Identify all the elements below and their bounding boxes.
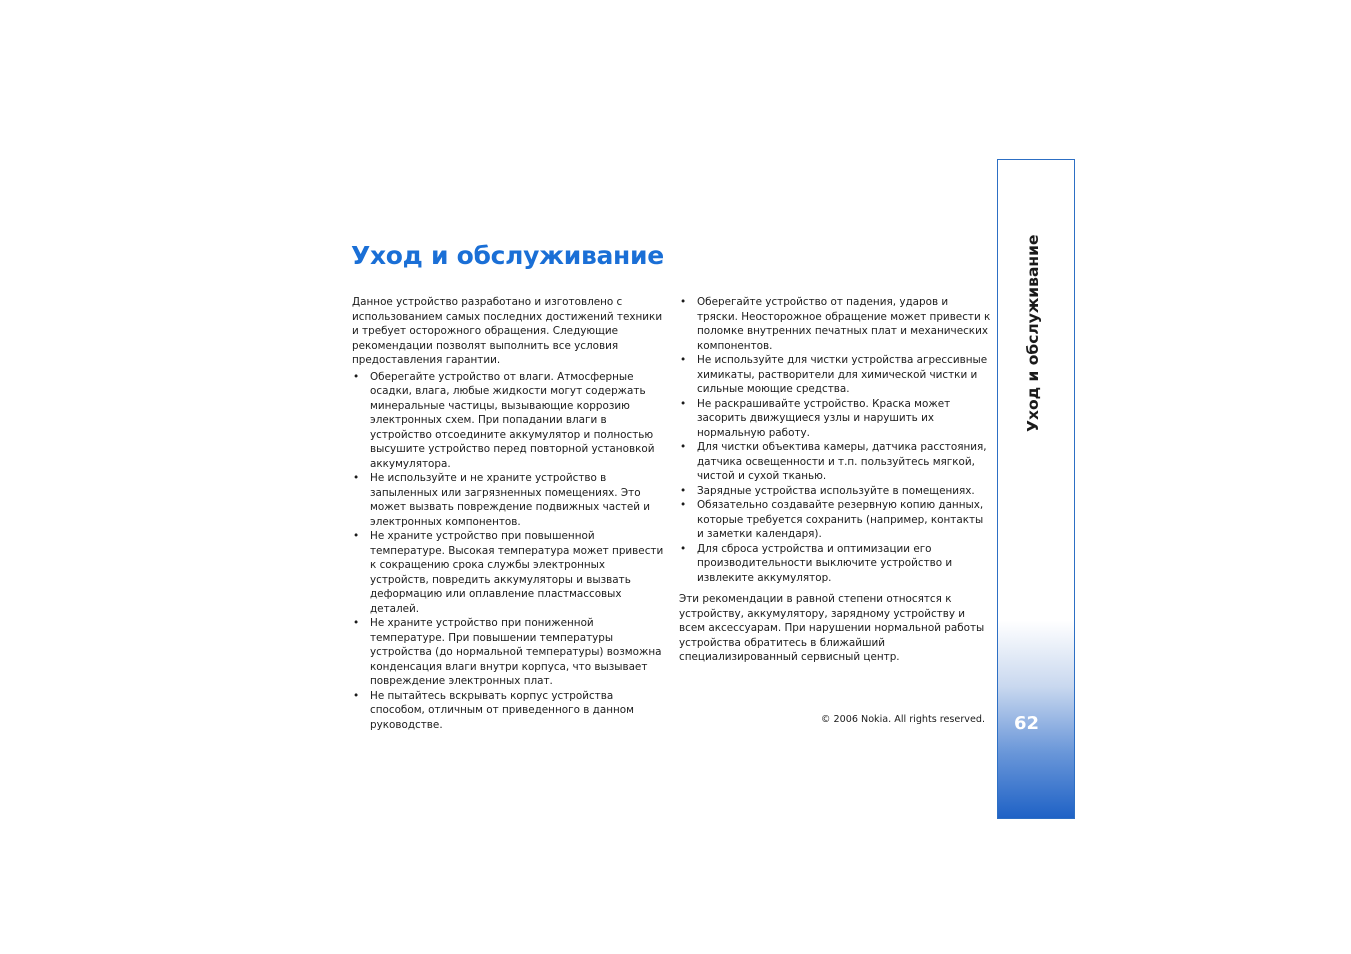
list-item: • Оберегайте устройство от падения, ударов и тряски. Неосторожное обращение может привести к поломке внутренних печатных плат и механических компонентов. [680, 296, 991, 352]
list-item: • Не используйте для чистки устройства агрессивные химикаты, растворители для химической чистки и сильные моющие средства. [680, 354, 988, 395]
list-item: • Не храните устройство при пониженной температуре. При повышении температуры устройства (до нормальной температуры) возможна конденсация влаги внутри корпуса, что вызывает повреждение электронных плат. [353, 617, 662, 687]
left-column [352, 295, 664, 732]
list-item: • Не пытайтесь вскрывать корпус устройства способом, отличным от приведенного в данном руководстве. [353, 689, 634, 731]
list-item: • Оберегайте устройство от влаги. Атмосферные осадки, влага, любые жидкости могут содержать минеральные частицы, вызывающие коррозию электронных схем. При попадании влаги в устройство отсоедините аккумулятор и полностью высушите устройство перед повторной установкой аккумулятора. [353, 370, 655, 470]
list-item: • Для чистки объектива камеры, датчика расстояния, датчика освещенности и т.п. пользуйтесь мягкой, чистой и сухой тканью. [680, 441, 987, 482]
bullet-icon: • [353, 472, 360, 484]
list-item: • Зарядные устройства используйте в помещениях. [680, 484, 975, 497]
list-item: • Не раскрашивайте устройство. Краска может засорить движущиеся узлы и нарушить их нормальную работу. [680, 397, 951, 439]
bullet-icon: • [680, 296, 687, 308]
intro-paragraph: Данное устройство разработано и изготовлено с использованием самых последних достижений техники и требует осторожного обращения. Следующие рекомендации позволят выполнить все условия предоставления гарантии. [352, 296, 663, 366]
copyright-notice: © 2006 Nokia. All rights reserved. [820, 714, 985, 725]
page-number: 62 [1014, 713, 1040, 734]
bullet-icon: • [353, 370, 360, 383]
list-item: • Не храните устройство при повышенной температуре. Высокая температура может привести к сокращению срока службы электронных устройств, повредить аккумуляторы и вызвать деформацию или оплавление пластмассовых деталей. [353, 530, 664, 615]
bullet-icon: • [680, 354, 687, 366]
bullet-icon: • [353, 617, 360, 629]
list-item: • Для сброса устройства и оптимизации его производительности выключите устройство и извлеките аккумулятор. [680, 542, 953, 584]
right-bullet-list [679, 295, 991, 585]
list-item: • Не используйте и не храните устройство в запыленных или загрязненных помещениях. Это может вызвать повреждение подвижных частей и электронных компонентов. [353, 472, 651, 528]
bullet-icon: • [680, 542, 687, 555]
left-bullet-list [352, 370, 664, 733]
bullet-icon: • [353, 689, 360, 702]
bullet-icon: • [680, 441, 687, 453]
outro-paragraph: Эти рекомендации в равной степени относятся к устройству, аккумулятору, зарядному устройству и всем аксессуарам. При нарушении нормальной работы устройства обратитесь в ближайший специализированный сервисный центр. [679, 593, 985, 663]
list-item: • Обязательно создавайте резервную копию данных, которые требуется сохранить (например, контакты и заметки календаря). [680, 499, 984, 540]
page-title: Уход и обслуживание [351, 241, 664, 270]
bullet-icon: • [353, 530, 360, 542]
sidebar-section-title: Уход и обслуживание [1024, 234, 1042, 432]
bullet-icon: • [680, 499, 687, 511]
bullet-icon: • [680, 484, 687, 497]
right-column [679, 295, 991, 665]
bullet-icon: • [680, 397, 687, 410]
